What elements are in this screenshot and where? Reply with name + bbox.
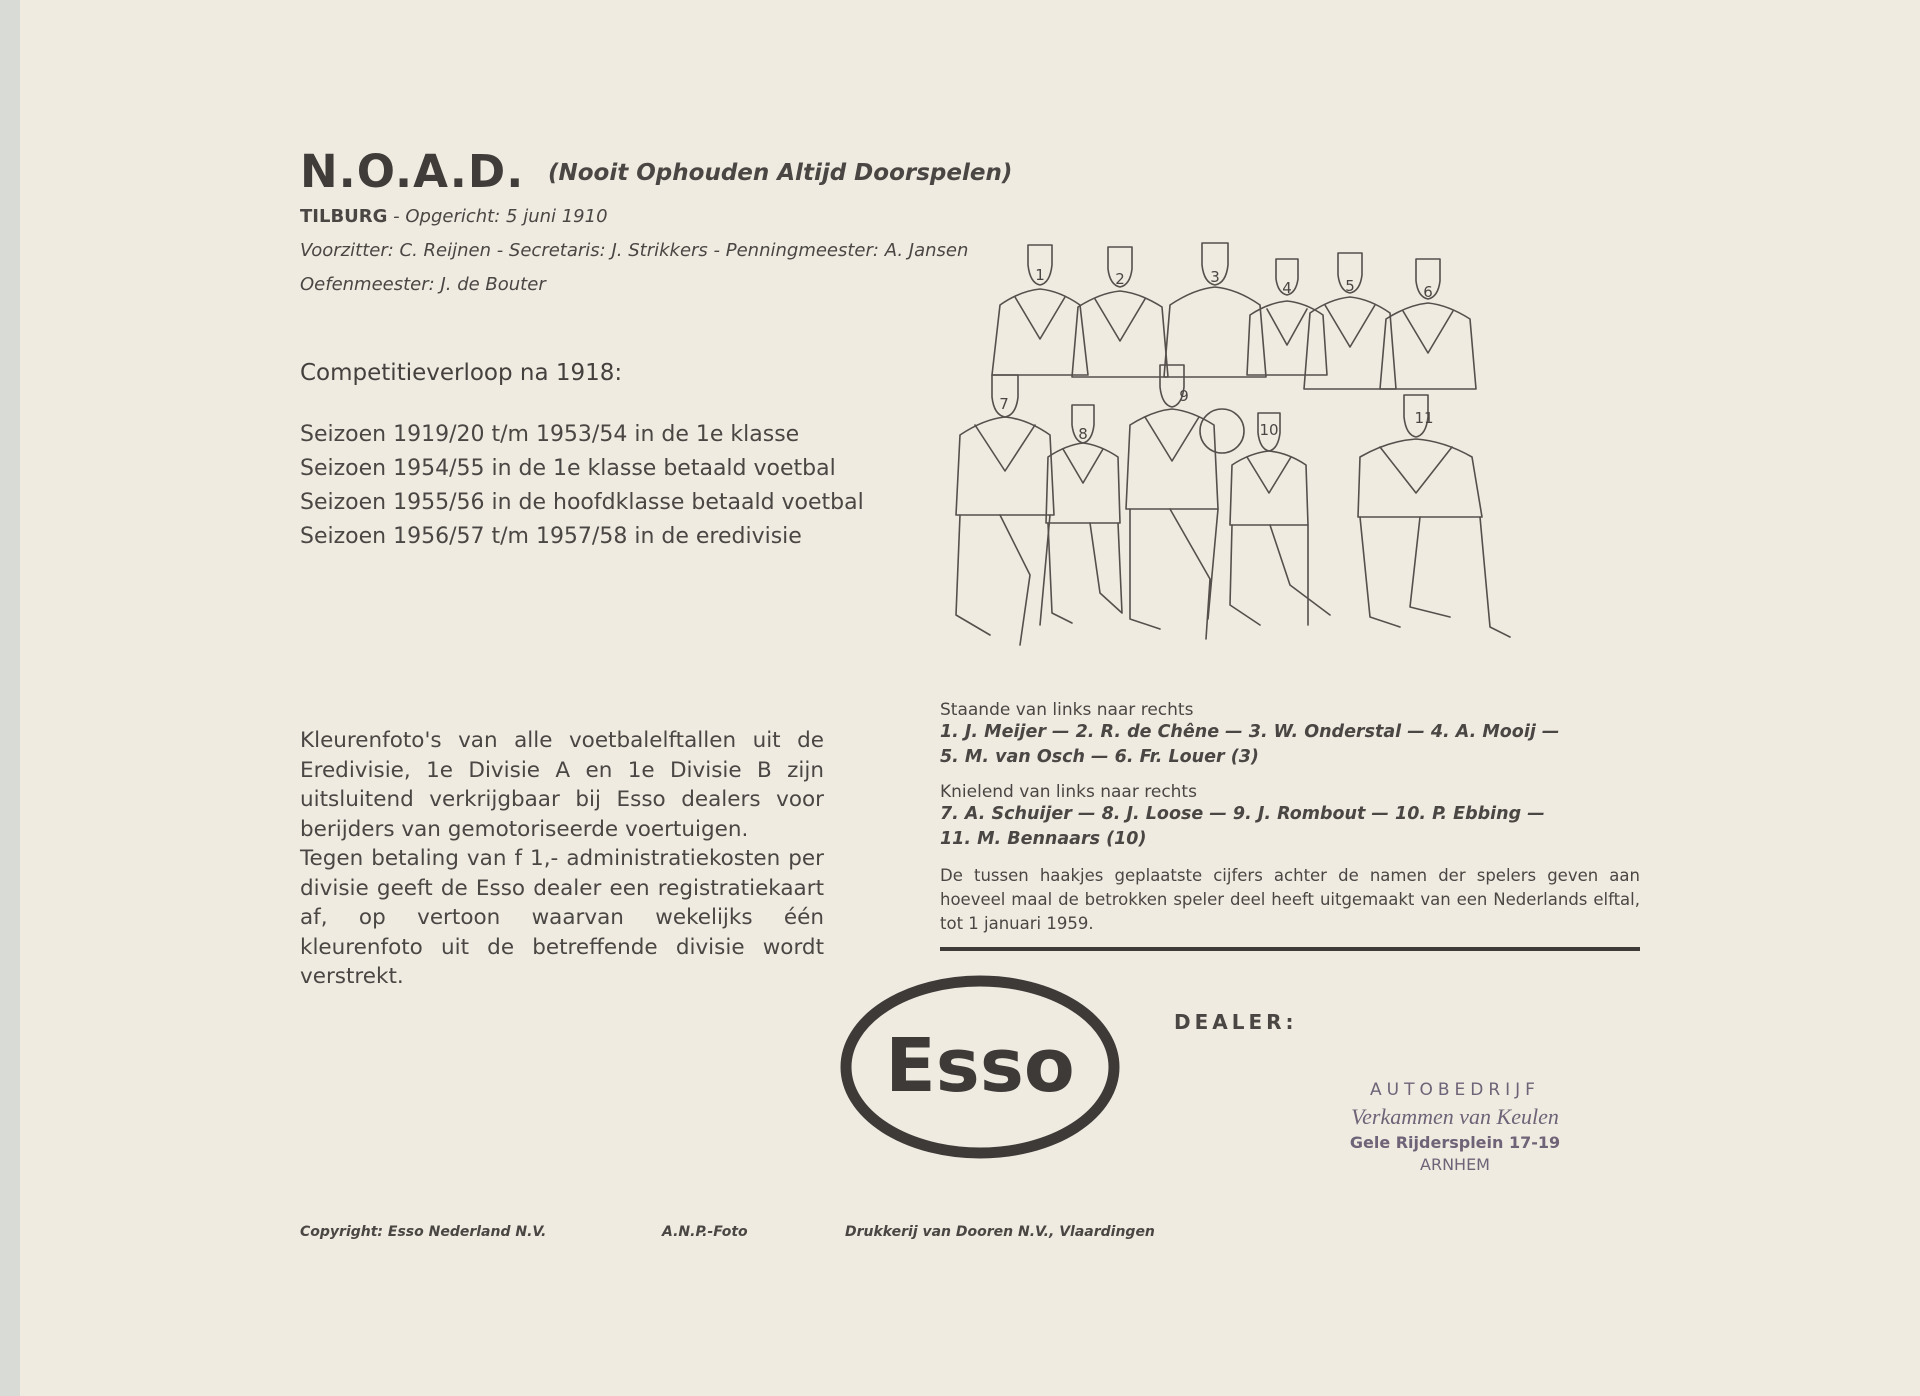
club-subtitle: (Nooit Ophouden Altijd Doorspelen) [548, 160, 1013, 186]
club-title: N.O.A.D. [300, 145, 525, 198]
season-list [300, 418, 864, 554]
season-item: Seizoen 1955/56 in de hoofdklasse betaald voetbal [300, 490, 864, 515]
footer-copyright: Copyright: Esso Nederland N.V. [300, 1224, 547, 1240]
footer-printer: Drukkerij van Dooren N.V., Vlaardingen [845, 1224, 1155, 1240]
city-separator: - [387, 206, 406, 227]
player-number: 3 [1210, 268, 1220, 286]
player-number: 6 [1423, 283, 1433, 301]
founded-date: Opgericht: 5 juni 1910 [405, 206, 608, 227]
football [1200, 409, 1244, 453]
stamp-company-type: AUTOBEDRIJF [1370, 1080, 1540, 1100]
player-figure-7 [956, 375, 1054, 645]
player-figure-4 [1247, 259, 1327, 375]
kneeling-players-line: 7. A. Schuijer — 8. J. Loose — 9. J. Rombout — 10. P. Ebbing — [940, 804, 1545, 824]
player-figure-10 [1230, 413, 1330, 625]
dealer-label: DEALER: [1174, 1010, 1298, 1034]
board-members: Voorzitter: C. Reijnen - Secretaris: J. Strikkers - Penningmeester: A. Jansen [300, 240, 969, 261]
competition-title: Competitieverloop na 1918: [300, 360, 623, 386]
club-founded-line [300, 206, 608, 227]
stamp-company-name: Verkammen van Keulen [1351, 1104, 1559, 1129]
esso-logo [838, 975, 1122, 1159]
divider-rule [940, 947, 1640, 951]
season-item: Seizoen 1956/57 t/m 1957/58 in de eredivisie [300, 524, 802, 549]
stamp-city: ARNHEM [1420, 1155, 1490, 1174]
info-paragraph-photos: Kleurenfoto's van alle voetbalelftallen uit de Eredivisie, 1e Divisie A en 1e Divisie B zijn uitsluitend verkrijgbaar bij Esso dealers voor berijders van gemotoriseerde voertuigen. [300, 728, 824, 842]
club-city: TILBURG [300, 206, 388, 227]
player-figure-11 [1358, 395, 1510, 637]
info-text [300, 726, 824, 992]
player-number: 10 [1259, 421, 1279, 439]
player-number: 1 [1035, 266, 1045, 284]
season-item: Seizoen 1954/55 in de 1e klasse betaald voetbal [300, 456, 836, 481]
player-figure-3 [1164, 243, 1266, 377]
player-number: 5 [1345, 277, 1355, 295]
standing-heading: Staande van links naar rechts [940, 700, 1194, 720]
kneeling-heading: Knielend van links naar rechts [940, 782, 1197, 802]
kneeling-players-line: 11. M. Bennaars (10) [940, 829, 1147, 849]
footer-photo-credit: A.N.P.-Foto [662, 1224, 748, 1240]
player-figure-9 [1126, 365, 1218, 639]
player-number: 8 [1078, 425, 1088, 443]
scan-edge [0, 0, 20, 1396]
standing-players-line: 1. J. Meijer — 2. R. de Chêne — 3. W. Onderstal — 4. A. Mooij — [940, 722, 1560, 742]
season-item: Seizoen 1919/20 t/m 1953/54 in de 1e klasse [300, 422, 800, 447]
player-number: 9 [1179, 387, 1189, 405]
player-number: 11 [1414, 409, 1434, 427]
caps-note: De tussen haakjes geplaatste cijfers achter de namen der spelers geven aan hoeveel maal de betrokken speler deel heeft uitgemaakt van een Nederlands elftal, tot 1 januari 1959. [940, 866, 1640, 933]
standing-players-line: 5. M. van Osch — 6. Fr. Louer (3) [940, 747, 1259, 767]
standing-caption [940, 700, 1640, 770]
kneeling-caption [940, 782, 1640, 852]
esso-wordmark: Esso [885, 1023, 1075, 1109]
dealer-stamp [1290, 1080, 1620, 1174]
info-paragraph-registration: Tegen betaling van f 1,- administratiekosten per divisie geeft de Esso dealer een registratiekaart af, op vertoon waarvan wekelijks één kleurenfoto uit de betreffende divisie wordt verstrekt. [300, 846, 824, 989]
coach: Oefenmeester: J. de Bouter [300, 274, 546, 295]
team-line-drawing [940, 235, 1660, 695]
player-number: 4 [1282, 279, 1292, 297]
player-number: 7 [999, 395, 1009, 413]
player-number: 2 [1115, 270, 1125, 288]
stamp-address: Gele Rijdersplein 17-19 [1349, 1133, 1561, 1152]
